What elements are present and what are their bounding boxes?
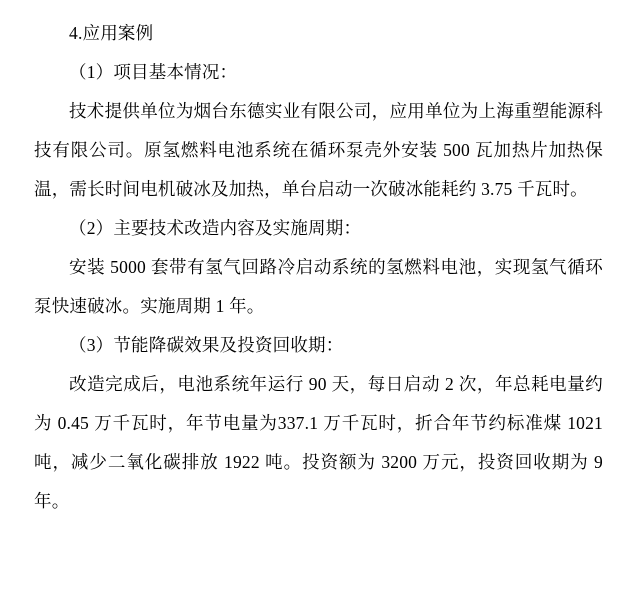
subsection-3-body: 改造完成后，电池系统年运行 90 天，每日启动 2 次，年总耗电量约为 0.45 万千瓦时，年节电量为337.1 万千瓦时，折合年节约标准煤 1021 吨，减少二氧化碳排放 1922 吨。投资额为 3200 万元，投资回收期为 9 年。 <box>34 374 603 511</box>
subsection-1-body: 技术提供单位为烟台东德实业有限公司，应用单位为上海重塑能源科技有限公司。原氢燃料电池系统在循环泵壳外安装 500 瓦加热片加热保温，需长时间电机破冰及加热，单台启动一次破冰能耗约 3.75 千瓦时。 <box>34 101 603 199</box>
subsection-2-heading: （2）主要技术改造内容及实施周期： <box>69 218 362 238</box>
section-heading: 4.应用案例 <box>69 23 154 43</box>
subsection-3-heading: （3）节能降碳效果及投资回收期： <box>69 335 344 355</box>
subsection-1-heading: （1）项目基本情况： <box>69 62 238 82</box>
subsection-2-body: 安装 5000 套带有氢气回路冷启动系统的氢燃料电池，实现氢气循环泵快速破冰。实施周期 1 年。 <box>34 257 603 316</box>
